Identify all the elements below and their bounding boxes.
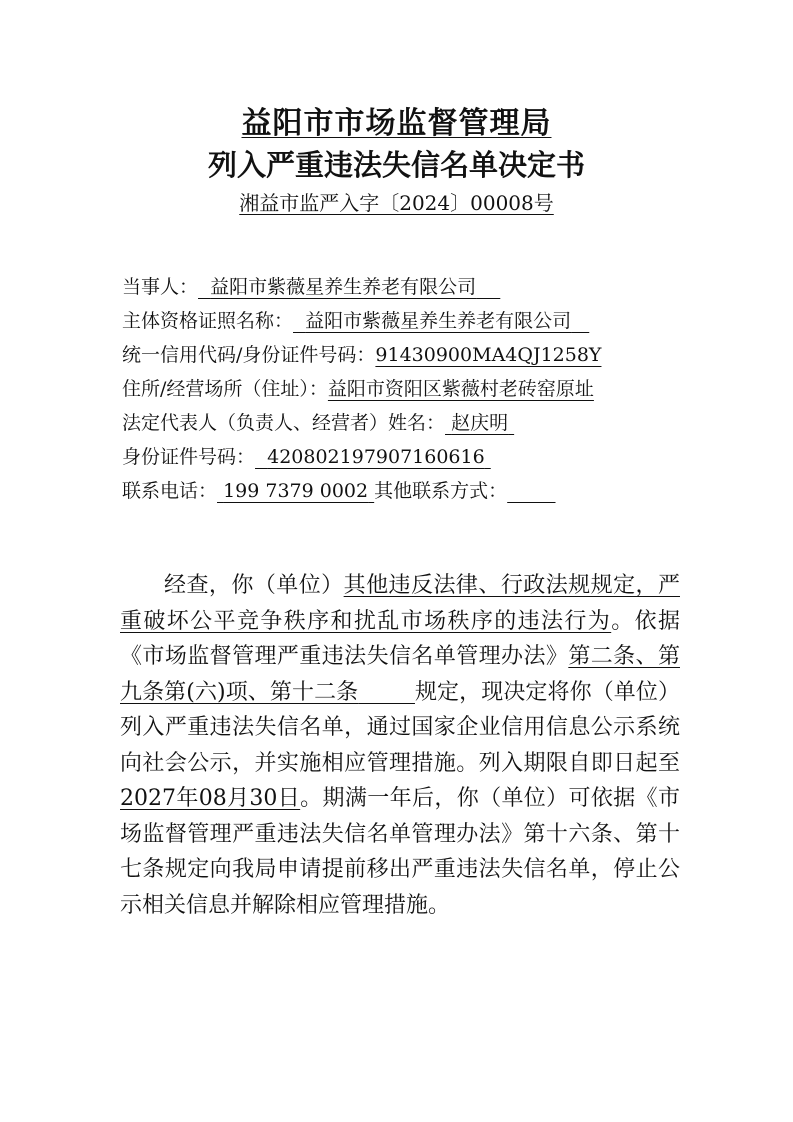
decision-title: 列入严重违法失信名单决定书 <box>207 148 585 182</box>
party-value: 益阳市紫薇星养生养老有限公司 <box>210 276 477 298</box>
violation-description: 其他违反法律、行政法规规定，严重破坏公平竞争秩序和扰乱市场秩序的违法行为 <box>120 573 680 634</box>
license-value: 益阳市紫薇星养生养老有限公司 <box>305 310 572 332</box>
contact-row <box>122 474 742 508</box>
legal-rep-label: 法定代表人（负责人、经营者）姓名： <box>122 412 446 434</box>
party-label: 当事人： <box>122 276 199 298</box>
credit-code-row <box>122 338 742 372</box>
party-row <box>122 270 742 304</box>
body-text-3: 规定，现决定将你（单位）列入严重违法失信名单，通过国家企业信用信息公示系统向社会公示，并实施相应管理措施。列入期限自即日起至 <box>120 679 680 776</box>
decision-body-paragraph <box>120 568 680 923</box>
phone-value: 199 7379 0002 <box>223 480 369 502</box>
address-value: 益阳市资阳区紫薇村老砖窑原址 <box>327 378 594 400</box>
license-row <box>122 304 742 338</box>
party-info-block <box>122 270 742 508</box>
listing-end-date: 2027年08月30日 <box>120 786 301 811</box>
id-number-value: 420802197907160616 <box>267 446 485 468</box>
document-number: 湘益市监严入字〔2024〕00008号 <box>239 191 554 215</box>
id-number-label: 身份证件号码： <box>122 446 256 468</box>
body-text-4: 。期满一年后，你（单位）可依据《市场监督管理严重违法失信名单管理办法》第十六条、第十七条规定向我局申请提前移出严重违法失信名单，停止公示相关信息并解除相应管理措施。 <box>120 786 680 918</box>
other-contact-label: 其他联系方式： <box>374 480 508 502</box>
body-text-2: 。依据《市场监督管理严重违法失信名单管理办法》 <box>120 608 680 669</box>
address-row <box>122 372 742 406</box>
phone-label: 联系电话： <box>122 480 218 502</box>
issuing-authority-title: 益阳市市场监督管理局 <box>241 106 552 141</box>
legal-rep-row <box>122 406 742 440</box>
license-label: 主体资格证照名称： <box>122 310 294 332</box>
address-label: 住所/经营场所（住址）： <box>122 378 328 400</box>
legal-rep-value: 赵庆明 <box>451 412 509 434</box>
credit-code-label: 统一信用代码/身份证件号码： <box>122 344 376 366</box>
legal-articles: 第二条、第九条第(六)项、第十二条 <box>120 644 680 705</box>
id-number-row <box>122 440 742 474</box>
credit-code-value: 91430900MA4QJ1258Y <box>375 344 602 366</box>
other-contact-blank <box>507 480 555 502</box>
body-text-1: 经查，你（单位） <box>164 573 344 598</box>
